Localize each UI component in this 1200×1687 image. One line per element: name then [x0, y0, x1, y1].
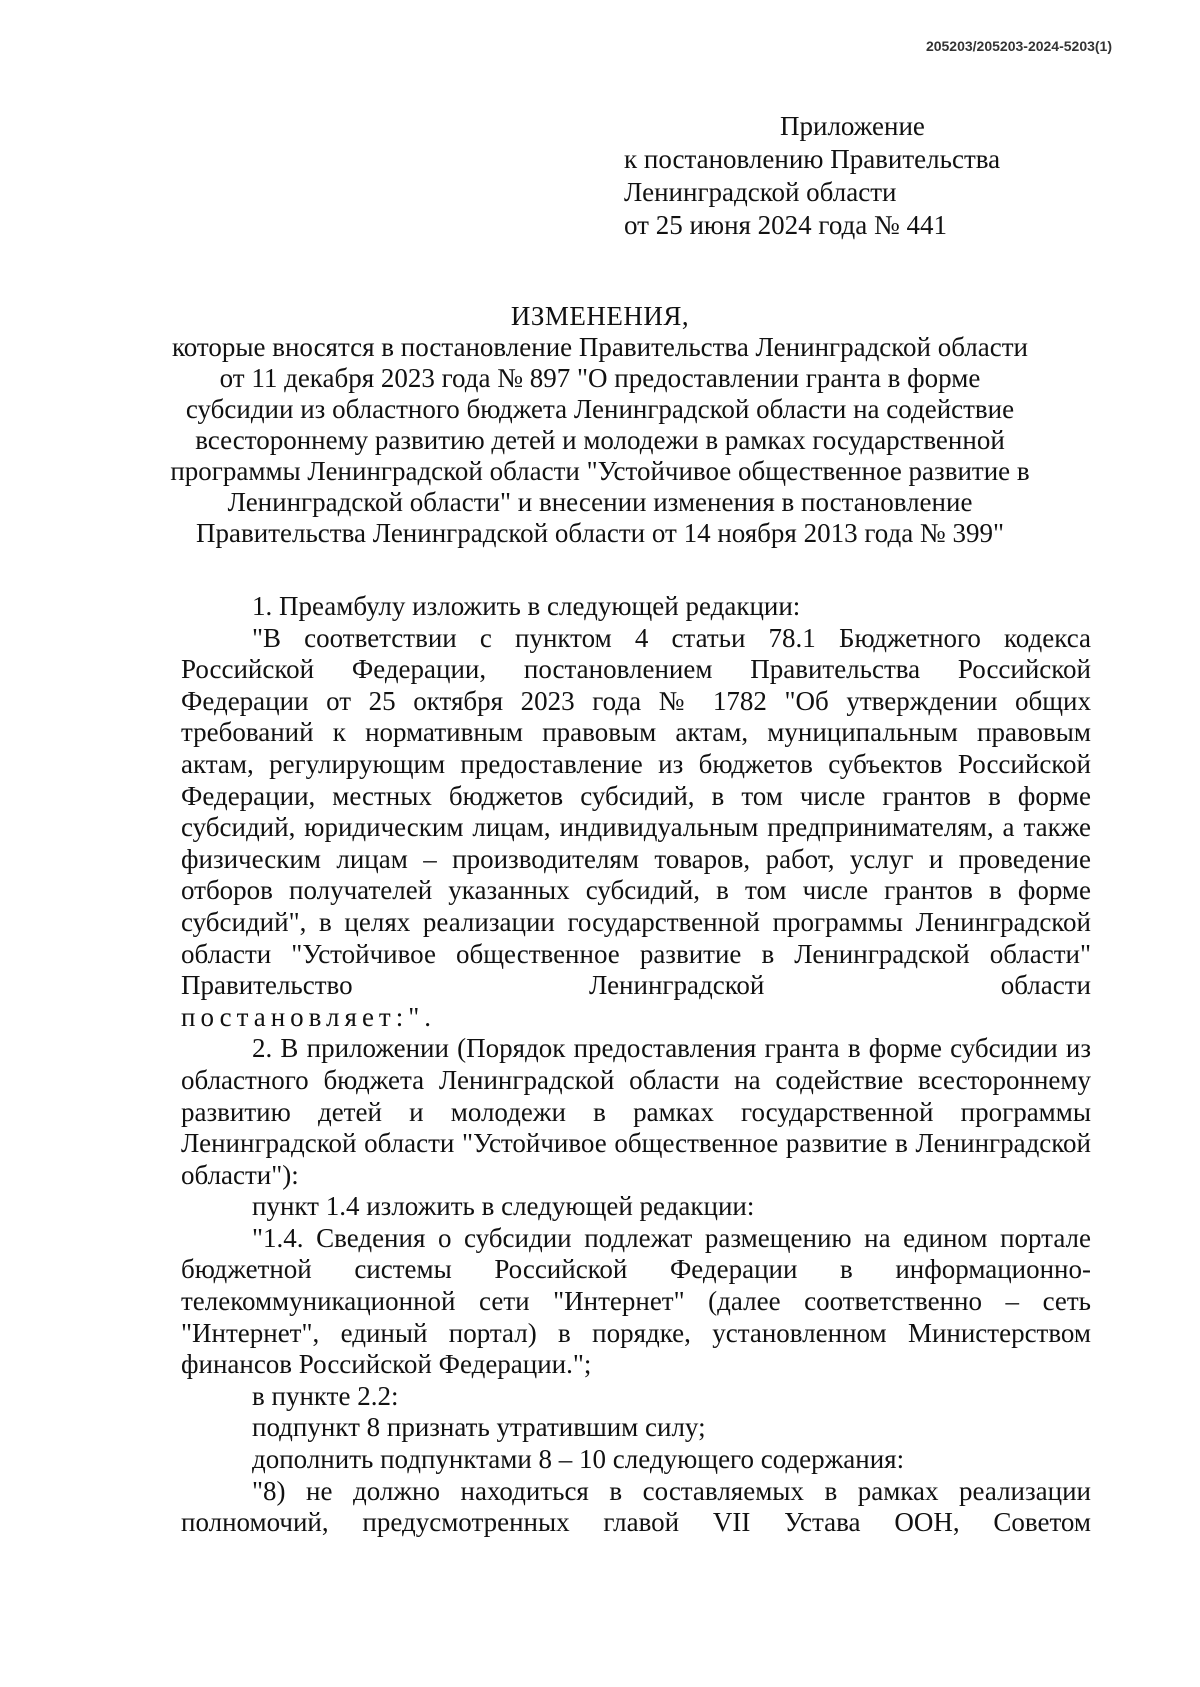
paragraph: "1.4. Сведения о субсидии подлежат размещению на едином портале бюджетной системы Российской Федерации в информационно-телекоммуникационной сети "Интернет" (далее соответственно – сеть "Интернет", единый портал) в порядке, установленном Министерством финансов Российской Федерации.";: [181, 1222, 1091, 1380]
appendix-line: к постановлению Правительства: [624, 144, 1001, 174]
appendix-title: Приложение: [780, 111, 925, 141]
document-body: [181, 591, 1091, 1539]
decree-word: постановляет:".: [181, 1001, 437, 1032]
paragraph: "8) не должно находиться в составляемых в рамках реализации полномочий, предусмотренных главой VII Устава ООН, Советом: [181, 1475, 1091, 1538]
heading-title: ИЗМЕНЕНИЯ,: [510, 301, 690, 331]
paragraph: 2. В приложении (Порядок предоставления гранта в форме субсидии из областного бюджета Ленинградской области на содействие всестороннему развитию детей и молодежи в рамках государственной программы Ленинградской области "Устойчивое общественное развитие в Ленинградской области"):: [181, 1033, 1091, 1190]
paragraph: 1. Преамбулу изложить в следующей редакции:: [252, 591, 801, 621]
paragraph-end: [181, 1002, 1091, 1034]
appendix-line: Ленинградской области: [624, 177, 897, 207]
document-id: 205203/205203-2024-5203(1): [925, 38, 1112, 54]
document-heading: [170, 301, 1030, 549]
paragraph: дополнить подпунктами 8 – 10 следующего содержания:: [252, 1444, 905, 1475]
paragraph: "В соответствии с пунктом 4 статьи 78.1 Бюджетного кодекса Российской Федерации, постановлением Правительства Российской Федерации от 25 октября 2023 года № 1782 "Об утверждении общих требований к нормативным правовым актам, муниципальным правовым актам, регулирующим предоставление из бюджетов субъектов Российской Федерации, местных бюджетов субсидий, в том числе грантов в форме субсидий, юридическим лицам, индивидуальным предпринимателям, а также физическим лицам – производителям товаров, работ, услуг и проведение отборов получателей указанных субсидий, в том числе грантов в форме субсидий", в целях реализации государственной программы Ленинградской области "Устойчивое общественное развитие в Ленинградской области" Правительство Ленинградской области: [181, 622, 1091, 1001]
appendix-block: [624, 110, 1000, 242]
paragraph: подпункт 8 признать утратившим силу;: [252, 1412, 706, 1443]
heading-text: которые вносятся в постановление Правительства Ленинградской области от 11 декабря 2023 года № 897 "О предоставлении гранта в форме субсидии из областного бюджета Ленинградской области на содействие всестороннему развитию детей и молодежи в рамках государственной программы Ленинградской области "Устойчивое общественное развитие в Ленинградской области" и внесении изменения в постановление Правительства Ленинградской области от 14 ноября 2013 года № 399": [170, 332, 1030, 548]
paragraph: пункт 1.4 изложить в следующей редакции:: [252, 1191, 755, 1222]
paragraph: в пункте 2.2:: [252, 1380, 399, 1411]
appendix-date-line: от 25 июня 2024 года № 441: [624, 210, 948, 240]
